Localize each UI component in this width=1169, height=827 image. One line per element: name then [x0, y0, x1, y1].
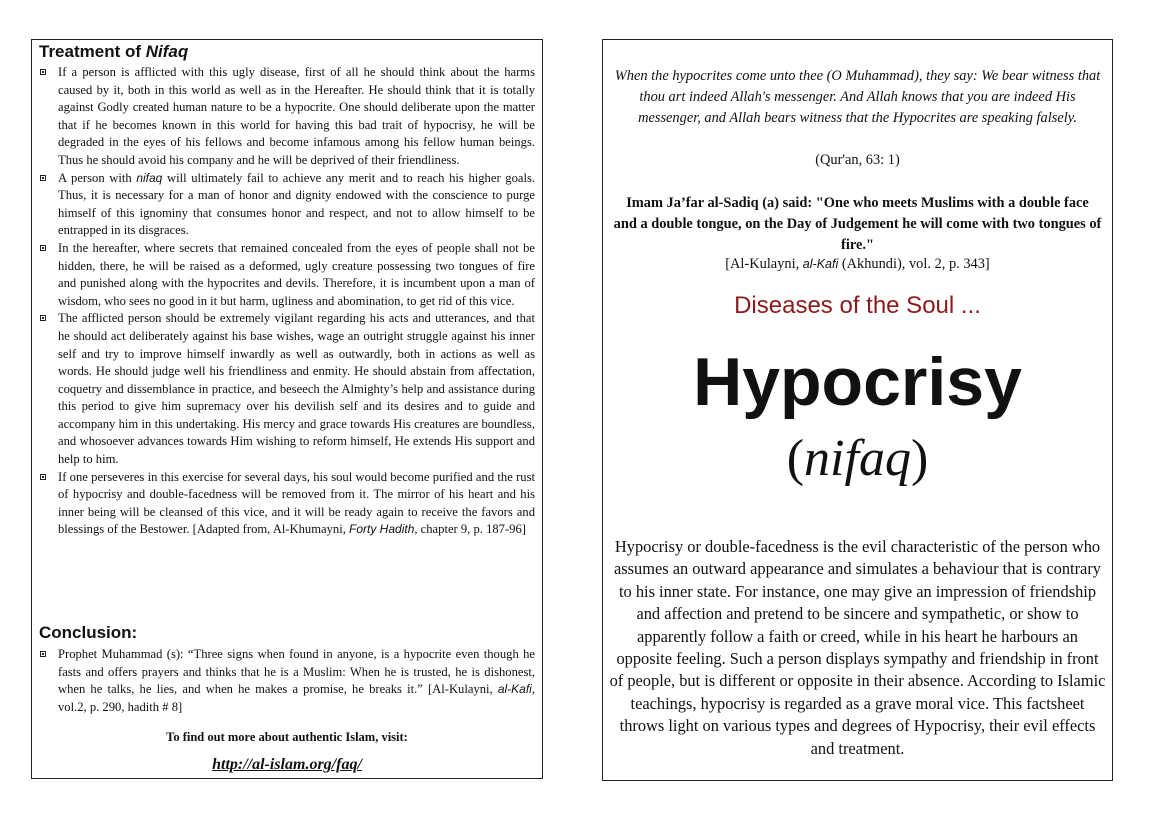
checkbox-bullet-icon: [40, 474, 46, 480]
checkbox-bullet-icon: [40, 69, 46, 75]
more-info-text: To find out more about authentic Islam, visit:: [166, 730, 408, 744]
quran-quote: When the hypocrites come unto thee (O Muhammad), they say: We bear witness that thou art indeed Allah's messenger. And Allah knows that you are indeed His messenger, and Allah bears witness that the Hypocrites are speaking falsely.: [614, 68, 1101, 126]
treatment-item-4: The afflicted person should be extremely vigilant regarding his acts and utterances, and that he should act deliberately against his base wishes, wage an outright struggle against his inner self and try to improve himself inwardly as well as outwardly, both in actions as well as words. He should judge well his friendliness and enmity. He should abstain from affectation, coquetry and dissemblance in practice, and beseech the Almighty’s help and assistance during this period to give him supremacy over his devilish self and its desires and to guide and accompany him in this undertaking. His mercy and grace towards His creatures are boundless, and whosoever advances towards Him wishing to reform himself, He extends His support and help to him.: [39, 310, 535, 468]
treatment-item-3: In the hereafter, where secrets that remained concealed from the eyes of people shall not be hidden, there, he will be raised as a deformed, ugly creature possessing two tongues of fire and punished along with the hypocrites and devils. Therefore, it is incumbent upon a man of wisdom, who sees no good in it but harm, ugliness and abomination, to get rid of this vice.: [39, 240, 535, 310]
page-subtitle: (nifaq): [786, 430, 929, 487]
series-title: Diseases of the Soul ...: [734, 292, 981, 319]
conclusion-list: [39, 646, 535, 716]
treatment-list: [39, 64, 535, 539]
page-title: Hypocrisy: [693, 344, 1022, 420]
quran-reference: (Qur'an, 63: 1): [815, 152, 900, 168]
checkbox-bullet-icon: [40, 315, 46, 321]
intro-paragraph: Hypocrisy or double-facedness is the evil characteristic of the person who assumes an outward appearance and simulates a behaviour that is contrary to his inner state. For instance, one may give an impression of friendship and affection and pretend to be sincere and sympathetic, or show to apparently follow a faith or creed, while in his heart he harbours an opposite feeling. Such a person displays sympathy and friendship in front of people, but is different or opposite in their absence. According to Islamic teachings, hypocrisy is regarded as a grave moral vice. This factsheet throws light on various types and degrees of Hypocrisy, their evil effects and treatment.: [609, 537, 1106, 758]
hadith-quote: Imam Ja’far al-Sadiq (a) said: "One who meets Muslims with a double face and a double tongue, on the Day of Judgement he will come with two tongues of fire.": [613, 195, 1102, 253]
treatment-item-2: A person with nifaq will ultimately fail to achieve any merit and to reach his higher goals. Thus, it is necessary for a man of honor and dignity endowed with the conscience to purge himself of this ignominy that consumes honor and respect, and not to allow himself to be entrapped in its disgraces.: [39, 170, 535, 240]
checkbox-bullet-icon: [40, 175, 46, 181]
hadith-reference: [Al-Kulayni, al-Kafi (Akhundi), vol. 2, p. 343]: [725, 256, 990, 272]
conclusion-heading: Conclusion:: [39, 623, 138, 642]
treatment-heading-term: Nifaq: [145, 42, 189, 61]
checkbox-bullet-icon: [40, 651, 46, 657]
conclusion-item: Prophet Muhammad (s): “Three signs when found in anyone, is a hypocrite even though he fasts and offers prayers and thinks that he is a Muslim: When he is trusted, he is dishonest, when he talks, he lies, and when he makes a promise, he breaks it.” [Al-Kulayni, al-Kafi, vol.2, p. 290, hadith # 8]: [39, 646, 535, 716]
treatment-item-1: If a person is afflicted with this ugly disease, first of all he should think about the harms caused by it, both in this world as well as in the Hereafter. He should think that it is totally against Godly created human nature to be a hypocrite. One should deliberate upon the matter that if he becomes known in this world for having this bad trait of hypocrisy, he will be degraded in the eyes of his fellows and become infamous among his fellow human beings. Thus he should avoid his company and he will be deprived of their friendliness.: [39, 64, 535, 170]
website-link[interactable]: http://al-islam.org/faq/: [212, 756, 362, 773]
checkbox-bullet-icon: [40, 245, 46, 251]
treatment-heading: Treatment of Nifaq: [39, 42, 189, 61]
back-panel: [31, 39, 543, 779]
treatment-item-5: If one perseveres in this exercise for several days, his soul would become purified and the rust of hypocrisy and double-facedness will be removed from it. The mirror of his heart and his inner being will be cleansed of this vice, and it will be ready again to receive the favors and blessings of the Bestower. [Adapted from, Al-Khumayni, Forty Hadith, chapter 9, p. 187-96]: [39, 469, 535, 539]
cover-panel: [602, 39, 1113, 781]
